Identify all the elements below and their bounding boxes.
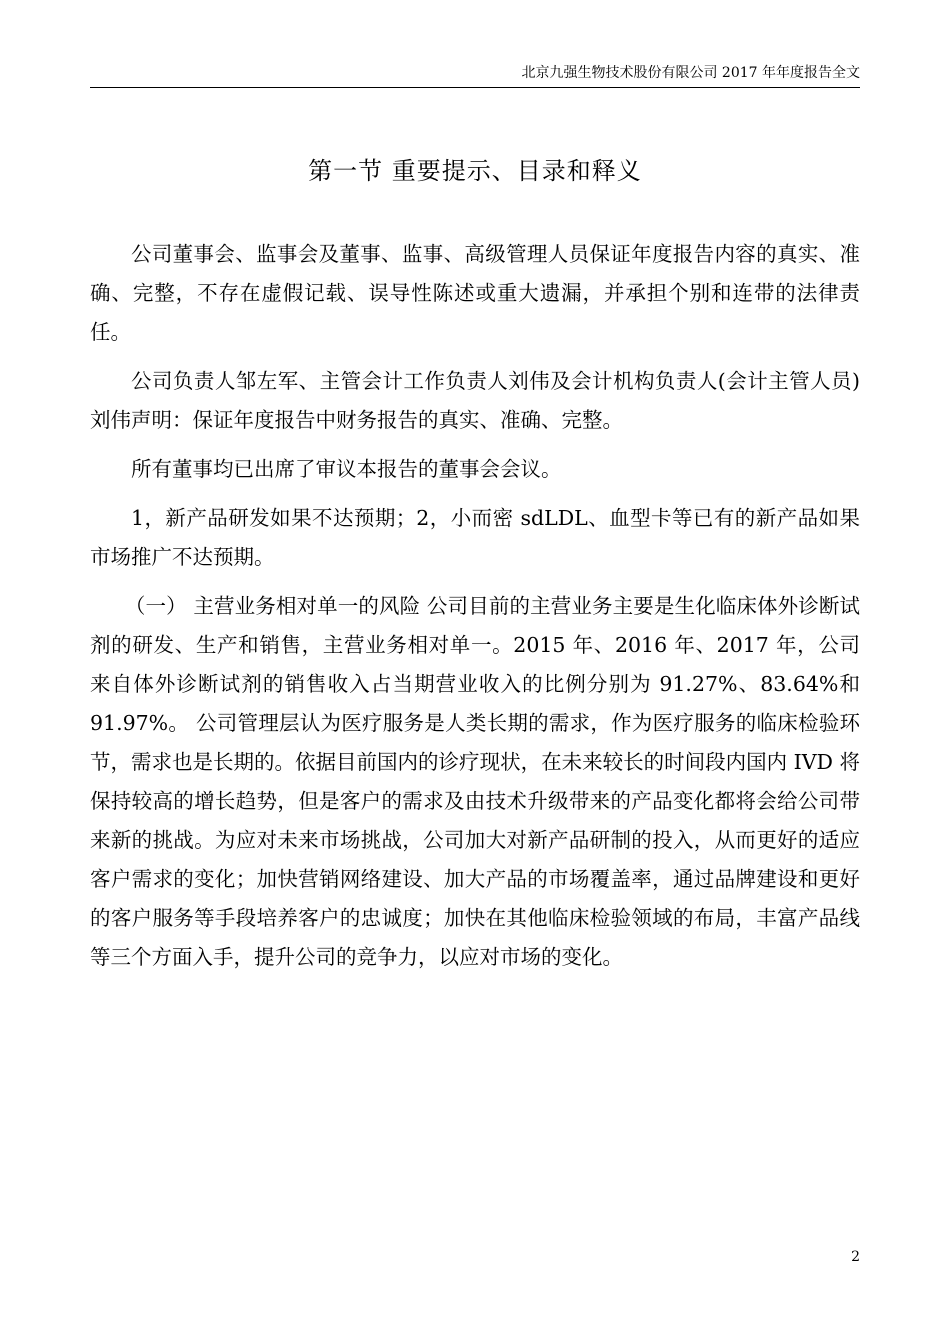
page-number: 2 <box>851 1249 860 1265</box>
paragraph-responsibility-statement: 公司董事会、监事会及董事、监事、高级管理人员保证年度报告内容的真实、准确、完整，不存在虚假记载、误导性陈述或重大遗漏，并承担个别和连带的法律责任。 <box>90 242 860 344</box>
section-title: 第一节 重要提示、目录和释义 <box>308 157 642 185</box>
paragraph-directors-attendance: 所有董事均已出席了审议本报告的董事会会议。 <box>131 457 562 481</box>
paragraph-business-risk: （一） 主营业务相对单一的风险 公司目前的主营业务主要是生化临床体外诊断试剂的研发、生产和销售，主营业务相对单一。2015 年、2016 年、2017 年，公司来自体外诊断试剂的销售收入占当期营业收入的比例分别为 91.27%、83.64%和 91.97%。 公司管理层认为医疗服务是人类长期的需求，作为医疗服务的临床检验环节，需求也是长期的。依据目前国内的诊疗现状，在未来较长的时间段内国内 IVD 将保持较高的增长趋势，但是客户的需求及由技术升级带来的产品变化都将会给公司带来新的挑战。为应对未来市场挑战，公司加大对新产品研制的投入，从而更好的适应客户需求的变化；加快营销网络建设、加大产品的市场覆盖率，通过品牌建设和更好的客户服务等手段培养客户的忠诚度；加快在其他临床检验领域的布局，丰富产品线等三个方面入手，提升公司的竞争力，以应对市场的变化。 <box>90 594 860 969</box>
paragraph-risk-summary: 1，新产品研发如果不达预期；2，小而密 sdLDL、血型卡等已有的新产品如果市场推广不达预期。 <box>90 506 860 569</box>
paragraph-officers-statement: 公司负责人邹左军、主管会计工作负责人刘伟及会计机构负责人(会计主管人员)刘伟声明：保证年度报告中财务报告的真实、准确、完整。 <box>90 369 860 432</box>
header-divider <box>90 87 860 88</box>
running-header: 北京九强生物技术股份有限公司 2017 年年度报告全文 <box>521 65 860 81</box>
body-text <box>90 235 860 987</box>
